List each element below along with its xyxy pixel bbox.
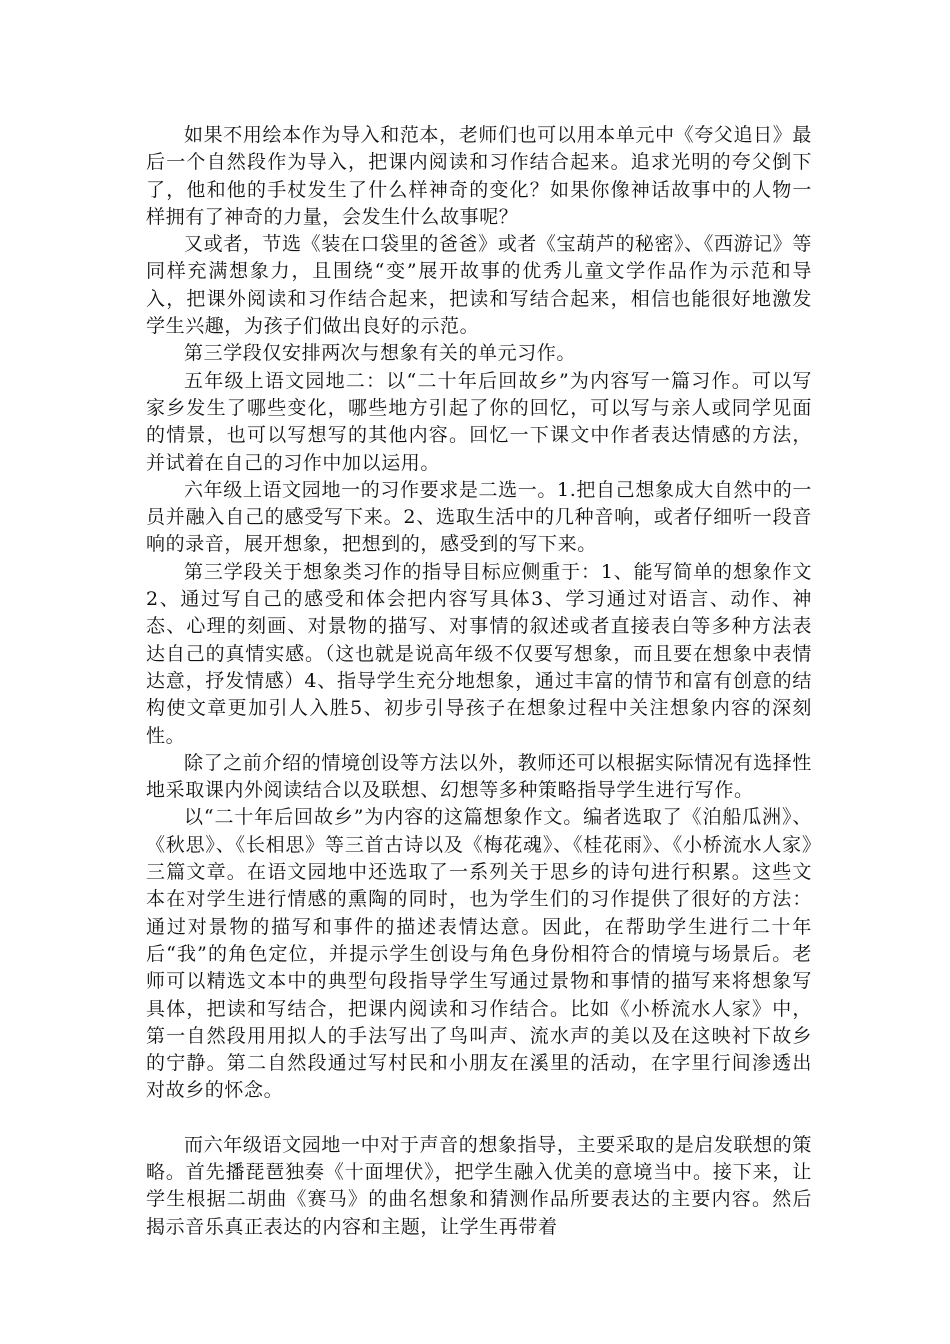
paragraph: 以“二十年后回故乡”为内容的这篇想象作文。编者选取了《泊船瓜洲》、《秋思》、《长相思》等三首古诗以及《梅花魂》、《桂花雨》、《小桥流水人家》三篇文章。在语文园地中还选取了一系列关于思乡的诗句进行积累。这些文本在对学生进行情感的熏陶的同时，也为学生们的习作提供了很好的方法：通过对景物的描写和事件的描述表情达意。因此，在帮助学生进行二十年后“我”的角色定位，并提示学生创设与角色身份相符合的情境与场景后。老师可以精选文本中的典型句段指导学生写通过景物和事情的描写来将想象写具体，把读和写结合，把课内阅读和习作结合。比如《小桥流水人家》中，第一自然段用用拟人的手法写出了鸟叫声、流水声的美以及在这映衬下故乡的宁静。第二自然段通过写村民和小朋友在溪里的活动，在字里行间渗透出对故乡的怀念。 <box>146 806 812 1102</box>
paragraph: 如果不用绘本作为导入和范本，老师们也可以用本单元中《夸父追日》最后一个自然段作为导入，把课内阅读和习作结合起来。追求光明的夸父倒下了，他和他的手杖发生了什么样神奇的变化？如果你像神话故事中的人物一样拥有了神奇的力量，会发生什么故事呢？ <box>146 124 812 228</box>
document-body <box>146 122 812 1241</box>
paragraph: 除了之前介绍的情境创设等方法以外，教师还可以根据实际情况有选择性地采取课内外阅读结合以及联想、幻想等多种策略指导学生进行写作。 <box>146 751 812 802</box>
paragraph: 第三学段仅安排两次与想象有关的单元习作。 <box>184 342 577 365</box>
paragraph: 五年级上语文园地二：以“二十年后回故乡”为内容写一篇习作。可以写家乡发生了哪些变化，哪些地方引起了你的回忆，可以写与亲人或同学见面的情景，也可以写想写的其他内容。回忆一下课文中作者表达情感的方法，并试着在自己的习作中加以运用。 <box>146 369 812 474</box>
paragraph-spacer <box>146 1105 812 1132</box>
paragraph: 第三学段关于想象类习作的指导目标应侧重于：1、能写简单的想象作文2、通过写自己的感受和体会把内容写具体3、学习通过对语言、动作、神态、心理的刻画、对景物的描写、对事情的叙述或者直接表白等多种方法表达自己的真情实感。（这也就是说高年级不仅要写想象，而且要在想象中表情达意，抒发情感）4、指导学生充分地想象，通过丰富的情节和富有创意的结构使文章更加引人入胜5、初步引导孩子在想象过程中关注想象内容的深刻性。 <box>146 560 812 747</box>
paragraph: 而六年级语文园地一中对于声音的想象指导，主要采取的是启发联想的策略。首先播琵琶独奏《十面埋伏》，把学生融入优美的意境当中。接下来，让学生根据二胡曲《赛马》的曲名想象和猜测作品所要表达的主要内容。然后揭示音乐真正表达的内容和主题，让学生再带着 <box>146 1133 812 1238</box>
paragraph: 六年级上语文园地一的习作要求是二选一。1.把自己想象成大自然中的一员并融入自己的感受写下来。2、选取生活中的几种音响，或者仔细听一段音响的录音，展开想象，把想到的，感受到的写下来。 <box>146 478 812 556</box>
paragraph: 又或者，节选《装在口袋里的爸爸》或者《宝葫芦的秘密》、《西游记》等同样充满想象力，且围绕“变”展开故事的优秀儿童文学作品作为示范和导入，把课外阅读和习作结合起来，把读和写结合起来，相信也能很好地激发学生兴趣，为孩子们做出良好的示范。 <box>146 233 812 338</box>
